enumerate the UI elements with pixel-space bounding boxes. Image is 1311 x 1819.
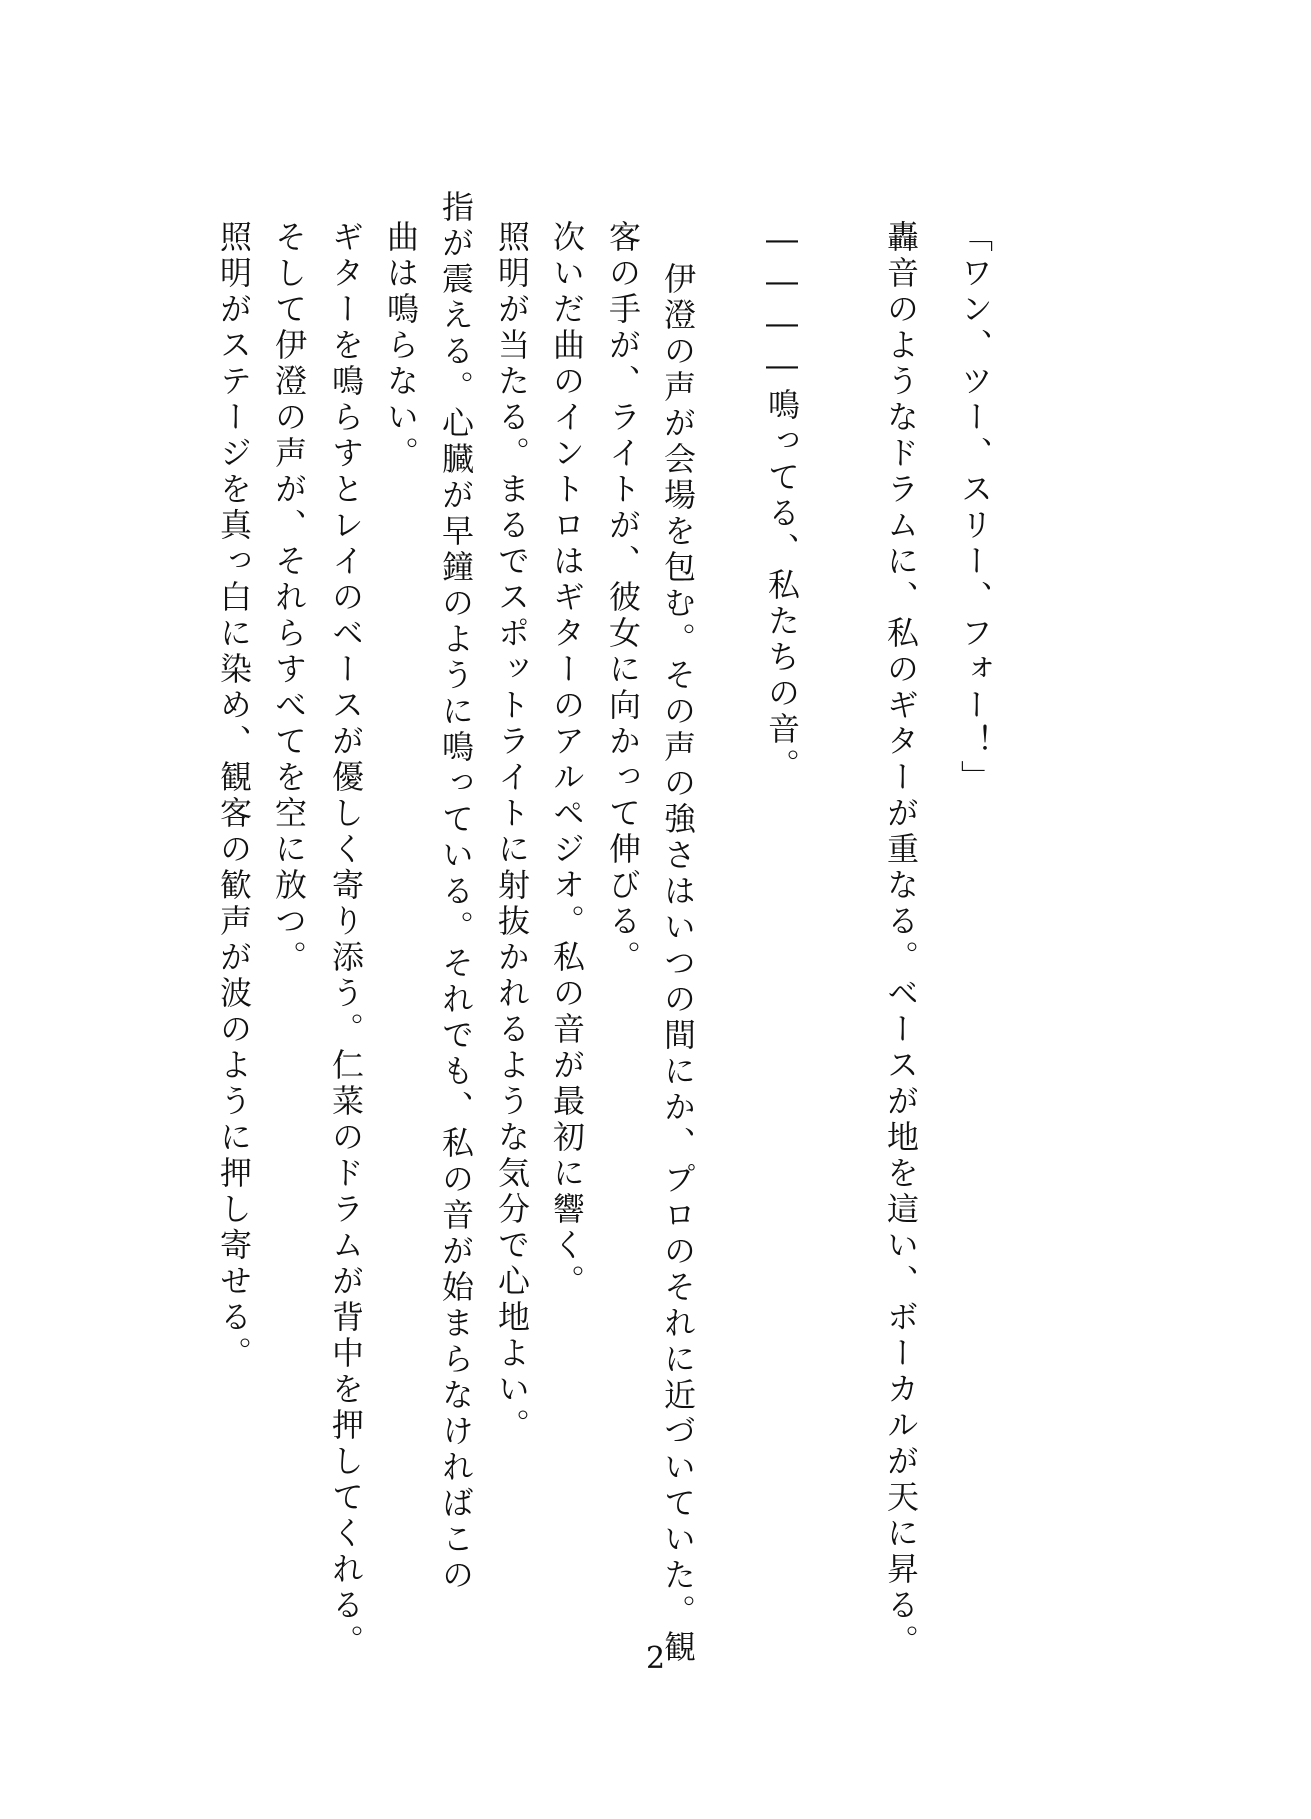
page-number: 2 xyxy=(645,1641,666,1676)
text-line-guitar-bass-drum: ギターを鳴らすとレイのベースが優しく寄り添う。仁菜のドラムが背中を押してくれる。 xyxy=(327,220,365,1660)
text-line-fingers-tremble: 指が震える。心臓が早鐘のように鳴っている。それでも、私の音が始まらなければこの xyxy=(437,190,475,1594)
text-line-lighting: 照明が当たる。まるでスポットライトに射抜かれるような気分で心地よい。 xyxy=(493,220,531,1444)
text-line-next-song: 次いだ曲のイントロはギターのアルペジオ。私の音が最初に響く。 xyxy=(548,220,586,1300)
text-line-our-sound: ――――鳴ってる、私たちの音。 xyxy=(763,220,801,784)
text-line-cheers-wave: 照明がステージを真っ白に染め、観客の歓声が波のように押し寄せる。 xyxy=(215,220,253,1372)
text-line-voice-to-sky: そして伊澄の声が、それらすべてを空に放つ。 xyxy=(270,220,308,976)
text-line-isumi-voice: 伊澄の声が会場を包む。その声の強さはいつの間にか、プロのそれに近づいていた。観 xyxy=(659,262,697,1666)
text-line-audience-hands: 客の手が、ライトが、彼女に向かって伸びる。 xyxy=(604,220,642,976)
text-line-song-wont-play: 曲は鳴らない。 xyxy=(382,220,420,472)
text-line-drum-guitar: 轟音のようなドラムに、私のギターが重なる。ベースが地を這い、ボーカルが天に昇る。 xyxy=(882,220,920,1660)
dialogue-line-count-in: 「ワン、ツー、スリー、フォー！」 xyxy=(956,220,994,796)
